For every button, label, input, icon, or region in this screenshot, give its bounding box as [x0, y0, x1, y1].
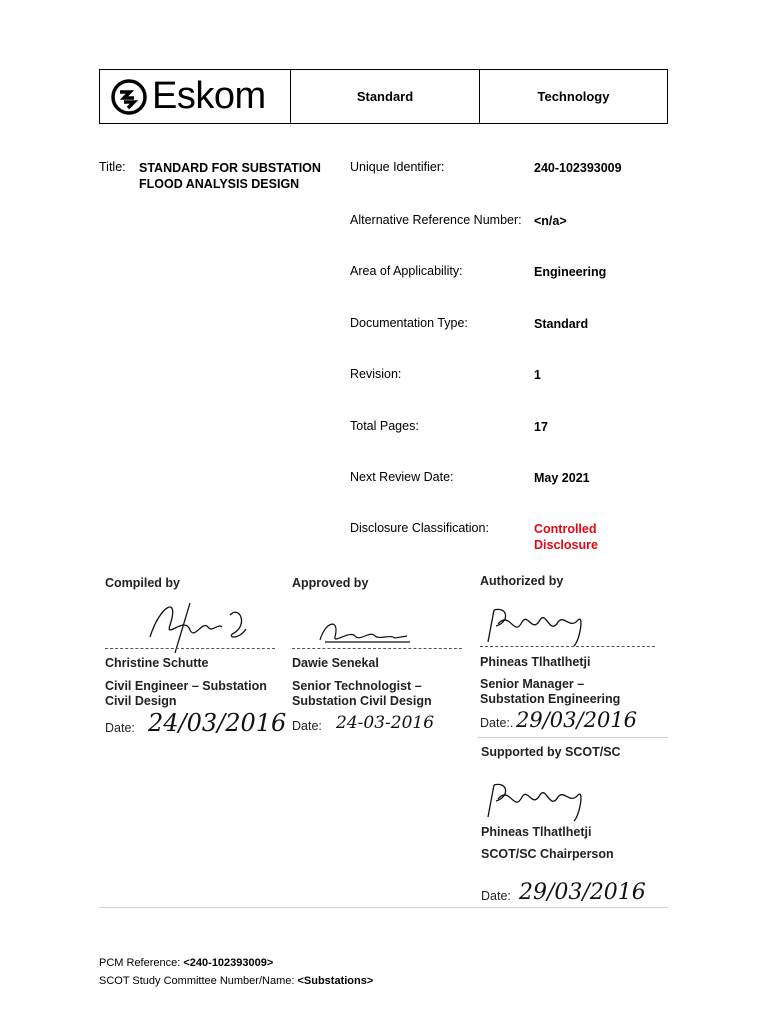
- document-title-line1: STANDARD FOR SUBSTATION: [139, 161, 321, 175]
- approved-by-name: Dawie Senekal: [292, 656, 379, 670]
- compiled-date: 24/03/2016: [148, 709, 287, 737]
- pcm-reference-value: <240-102393009>: [183, 957, 274, 969]
- scot-committee-value: <Substations>: [297, 975, 374, 987]
- authorized-by-name: Phineas Tlhatlhetji: [480, 655, 591, 669]
- alt-ref-value: <n/a>: [534, 214, 567, 228]
- review-date-value: May 2021: [534, 471, 590, 485]
- total-pages-value: 17: [534, 420, 548, 434]
- approved-signature-line: [292, 648, 462, 649]
- review-date-label: Next Review Date:: [350, 470, 454, 484]
- header-technology: Technology: [537, 89, 610, 104]
- approved-by-role-line2: Substation Civil Design: [292, 694, 432, 708]
- disclosure-value-line1: Controlled: [534, 522, 597, 536]
- revision-value: 1: [534, 368, 541, 382]
- approved-by-role-line1: Senior Technologist –: [292, 679, 422, 693]
- approved-by-heading: Approved by: [292, 576, 369, 590]
- area-value: Engineering: [534, 265, 607, 279]
- signature-block-bottom-line: [99, 907, 668, 908]
- compiled-by-role-line2: Civil Design: [105, 694, 177, 708]
- unique-identifier-value: 240-102393009: [534, 161, 622, 175]
- pcm-reference-label: PCM Reference:: [99, 957, 184, 969]
- document-title: [139, 160, 339, 192]
- authorized-by-role-line2: Substation Engineering: [480, 692, 621, 706]
- scot-committee-label: SCOT Study Committee Number/Name:: [99, 975, 298, 987]
- revision-label: Revision:: [350, 367, 402, 381]
- document-title-line2: FLOOD ANALYSIS DESIGN: [139, 177, 300, 191]
- unique-identifier-label: Unique Identifier:: [350, 160, 445, 174]
- supported-signature: [480, 775, 600, 827]
- approved-date: 24-03-2016: [336, 713, 435, 733]
- header-standard: Standard: [291, 70, 480, 123]
- authorized-by-role-line1: Senior Manager –: [480, 677, 585, 691]
- authorized-by-role: [480, 677, 620, 707]
- disclosure-value: [534, 521, 598, 553]
- compiled-by-role: [105, 679, 267, 709]
- approved-signature: [315, 612, 415, 652]
- supported-date: 29/03/2016: [519, 880, 646, 905]
- compiled-signature: [130, 585, 250, 655]
- eskom-logo-text: Eskom: [152, 75, 266, 117]
- pcm-reference: [99, 957, 273, 969]
- authorized-signature-line: [480, 646, 655, 647]
- authorized-signature: [480, 600, 600, 652]
- alt-ref-label: Alternative Reference Number:: [350, 213, 522, 227]
- approved-date-label: Date:: [292, 719, 322, 733]
- authorized-divider: [478, 737, 668, 738]
- scot-committee: [99, 975, 373, 987]
- eskom-logo-icon: [110, 78, 148, 116]
- doc-type-value: Standard: [534, 317, 589, 331]
- compiled-by-name: Christine Schutte: [105, 656, 209, 670]
- disclosure-label: Disclosure Classification:: [350, 521, 489, 535]
- approved-by-role: [292, 679, 432, 709]
- disclosure-value-line2: Disclosure: [534, 538, 598, 552]
- supported-by-role: SCOT/SC Chairperson: [481, 847, 614, 861]
- authorized-by-heading: Authorized by: [480, 574, 564, 588]
- title-label: Title:: [99, 160, 126, 174]
- doc-type-label: Documentation Type:: [350, 316, 468, 330]
- header-table: [99, 69, 668, 124]
- compiled-by-heading: Compiled by: [105, 576, 181, 590]
- compiled-by-role-line1: Civil Engineer – Substation: [105, 679, 267, 693]
- total-pages-label: Total Pages:: [350, 419, 419, 433]
- supported-date-label: Date:: [481, 889, 511, 903]
- compiled-signature-line: [105, 648, 275, 649]
- compiled-date-label: Date:: [105, 721, 135, 735]
- supported-by-name: Phineas Tlhatlhetji: [481, 825, 592, 839]
- authorized-date: 29/03/2016: [516, 708, 638, 732]
- area-label: Area of Applicability:: [350, 264, 463, 278]
- eskom-logo: [100, 70, 291, 123]
- authorized-date-label: Date:.: [480, 716, 514, 730]
- supported-by-heading: Supported by SCOT/SC: [481, 745, 621, 759]
